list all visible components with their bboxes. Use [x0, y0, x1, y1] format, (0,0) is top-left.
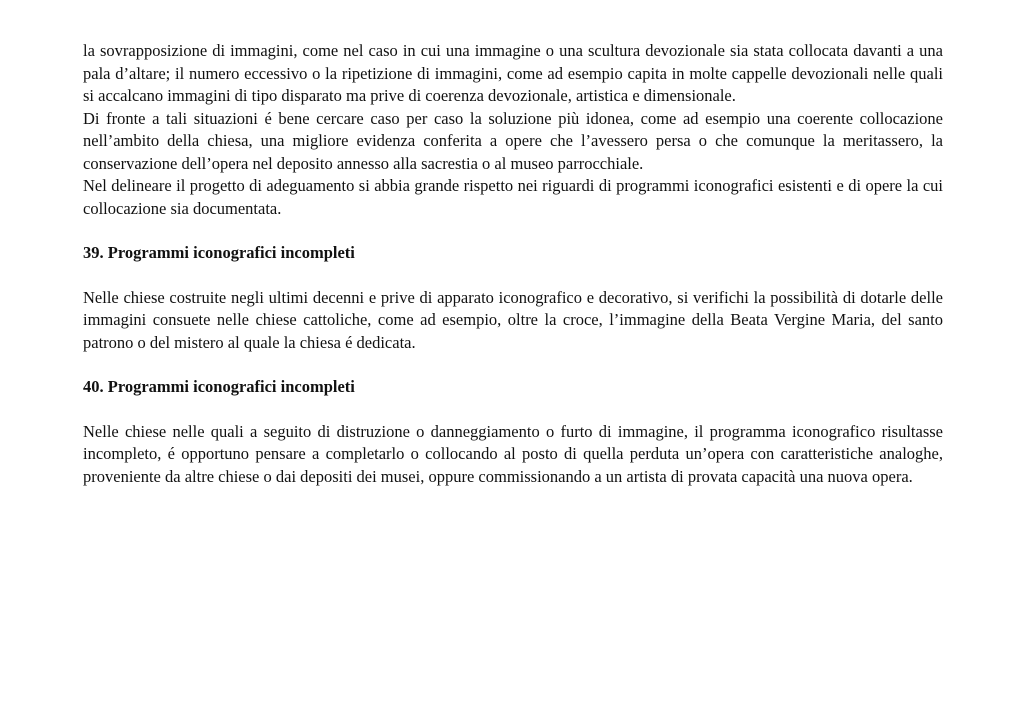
section-40-heading: 40. Programmi iconografici incompleti [83, 377, 355, 396]
intro-paragraph-3: Nel delineare il progetto di adeguamento si abbia grande rispetto nei riguardi di programmi iconografici esistenti e di opere la cui collocazione sia documentata. [83, 176, 943, 218]
section-39-heading: 39. Programmi iconografici incompleti [83, 243, 355, 262]
intro-paragraph-2: Di fronte a tali situazioni é bene cercare caso per caso la soluzione più idonea, come ad esempio una coerente collocazione nell’ambito della chiesa, una migliore evidenza conferita a opere che l’avessero persa o che comunque la meritassero, la conservazione dell’opera nel deposito annesso alla sacrestia o al museo parrocchiale. [83, 108, 943, 173]
intro-paragraph-1: la sovrapposizione di immagini, come nel caso in cui una immagine o una scultura devozionale sia stata collocata davanti a una pala d’altare; il numero eccessivo o la ripetizione di immagini, come ad esempio capita in molte cappelle devozionali nelle quali si accalcano immagini di tipo disparato ma prive di coerenza devozionale, artistica e dimensionale. [83, 41, 943, 105]
section-40-body: Nelle chiese nelle quali a seguito di distruzione o danneggiamento o furto di immagine, il programma iconografico risultasse incompleto, é opportuno pensare a completarlo o collocando al posto di quella perduta un’opera con caratteristiche analoghe, proveniente da altre chiese o dai depositi dei musei, oppure commissionando a un artista di provata capacità una nuova opera. [83, 421, 943, 486]
section-39-body: Nelle chiese costruite negli ultimi decenni e prive di apparato iconografico e decorativo, si verifichi la possibilità di dotarle delle immagini consuete nelle chiese cattoliche, come ad esempio, oltre la croce, l’immagine della Beata Vergine Maria, del santo patrono o del mistero al quale la chiesa é dedicata. [83, 287, 943, 352]
document-page [83, 40, 943, 488]
